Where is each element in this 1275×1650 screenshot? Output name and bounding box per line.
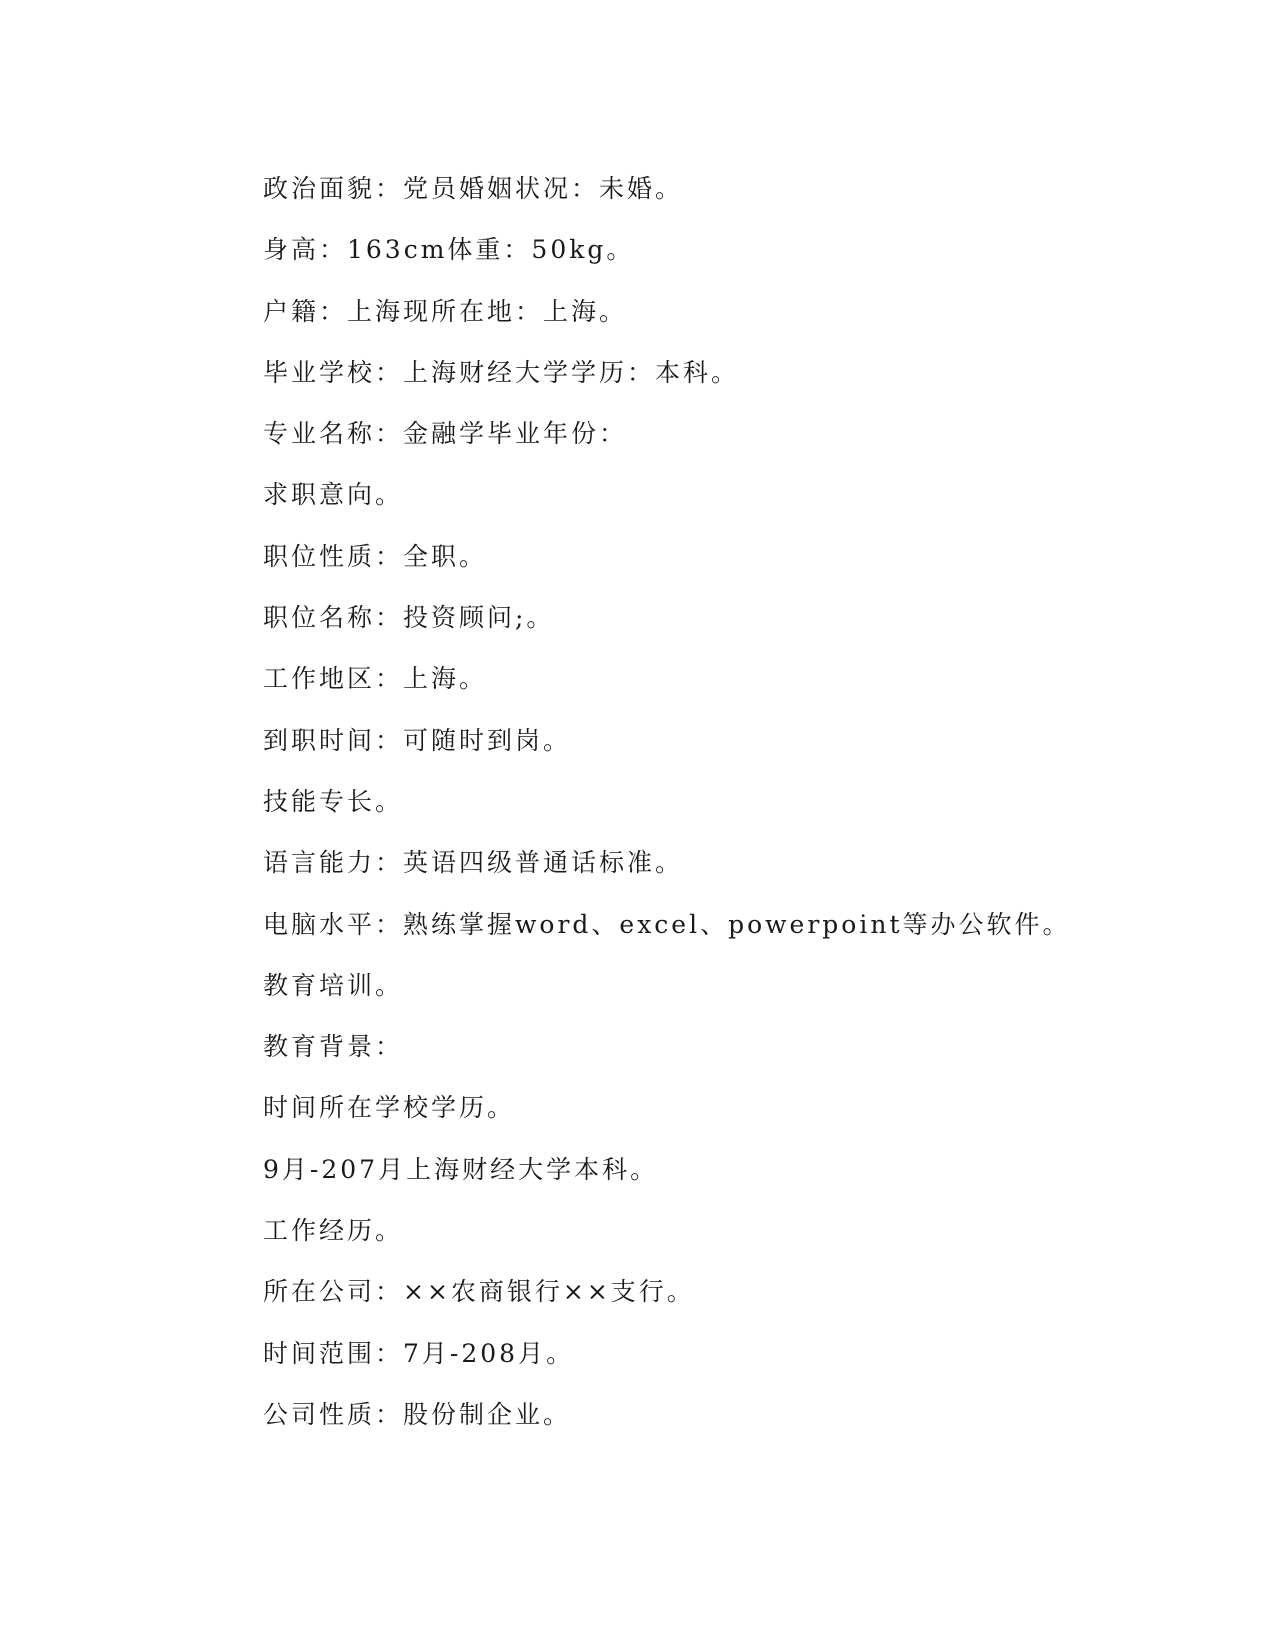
text-line-time-range: 时间范围：7月-208月。 (263, 1338, 575, 1368)
text-line-start-time: 到职时间：可随时到岗。 (263, 725, 572, 755)
text-line-residence: 户籍：上海现所在地：上海。 (263, 296, 628, 326)
text-line-education-entry: 9月-207月上海财经大学本科。 (263, 1154, 659, 1184)
text-line-job-title: 职位名称：投资顾问;。 (263, 603, 555, 633)
section-heading-skills: 技能专长。 (263, 786, 404, 816)
text-line-education-background: 教育背景： (263, 1032, 404, 1062)
document-body (263, 158, 1223, 1445)
text-line-computer: 电脑水平：熟练掌握word、excel、powerpoint等办公软件。 (263, 909, 1071, 939)
section-heading-job-intent: 求职意向。 (263, 480, 404, 510)
text-line-school: 毕业学校：上海财经大学学历：本科。 (263, 357, 740, 387)
text-line-language: 语言能力：英语四级普通话标准。 (263, 848, 684, 878)
text-line-major: 专业名称：金融学毕业年份： (263, 419, 628, 449)
text-line-political-status: 政治面貌：党员婚姻状况：未婚。 (263, 174, 684, 203)
text-line-education-columns: 时间所在学校学历。 (263, 1093, 516, 1123)
text-line-job-type: 职位性质：全职。 (263, 541, 488, 571)
text-line-work-region: 工作地区：上海。 (263, 664, 488, 694)
section-heading-work-experience: 工作经历。 (263, 1216, 404, 1246)
text-line-company-type: 公司性质：股份制企业。 (263, 1399, 572, 1429)
text-line-company: 所在公司：××农商银行××支行。 (263, 1277, 695, 1307)
section-heading-education: 教育培训。 (263, 970, 404, 1000)
text-line-height-weight: 身高：163cm体重：50kg。 (263, 235, 635, 265)
